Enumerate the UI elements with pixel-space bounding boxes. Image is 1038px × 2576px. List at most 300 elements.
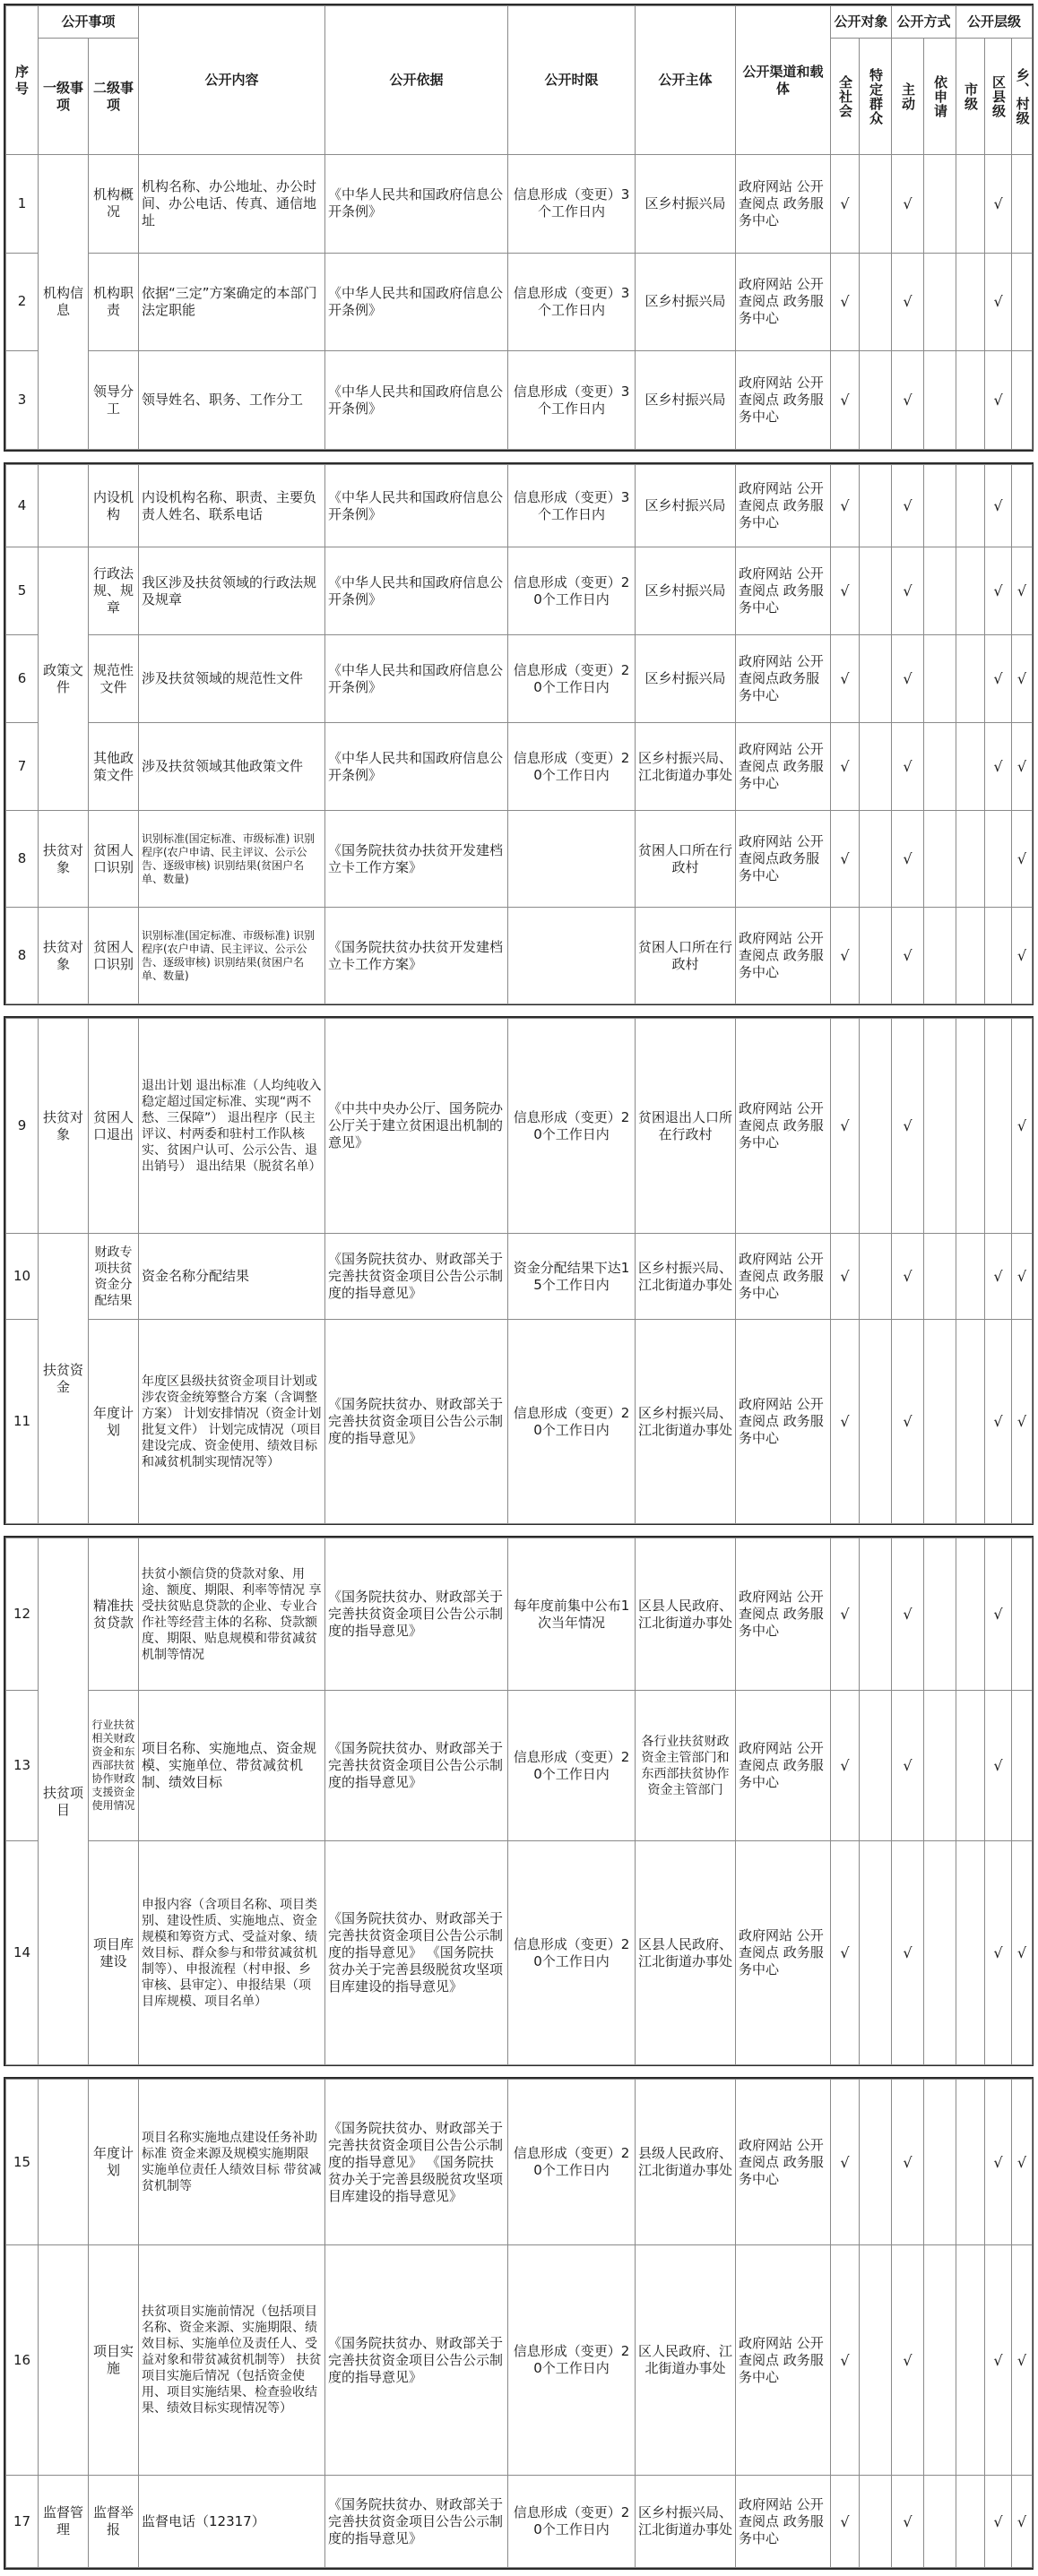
table-cell: 《国务院扶贫办、财政部关于完善扶贫资金项目公告公示制度的指导意见》 《国务院扶贫办关于完善县级脱贫攻坚项目库建设的指导意见》 — [325, 2080, 508, 2245]
table-cell: 贫困人口识别 — [89, 908, 139, 1004]
table-cell — [860, 2476, 892, 2568]
check-mark: √ — [985, 2476, 1012, 2568]
table-cell: 《中华人民共和国政府信息公开条例》 — [325, 155, 508, 254]
table-cell — [1012, 465, 1033, 547]
check-mark: √ — [892, 908, 924, 1004]
table-cell: 信息形成（变更）20个工作日内 — [508, 2080, 636, 2245]
table-cell — [860, 1019, 892, 1234]
table-cell: 《国务院扶贫办、财政部关于完善扶贫资金项目公告公示制度的指导意见》 — [325, 1234, 508, 1320]
header-target-special: 特定群众 — [860, 39, 892, 155]
table-row — [6, 1841, 1033, 2065]
table-cell: 5 — [6, 547, 39, 635]
table-cell — [924, 2245, 956, 2476]
table-cell: 《中华人民共和国政府信息公开条例》 — [325, 723, 508, 811]
header-method: 公开方式 — [892, 6, 956, 39]
table-cell — [1012, 351, 1033, 450]
table-cell — [956, 1538, 985, 1691]
header-level-city: 市级 — [956, 39, 985, 155]
table-cell: 依据“三定”方案确定的本部门法定职能 — [139, 253, 325, 351]
table-cell: 《国务院扶贫办、财政部关于完善扶贫资金项目公告公示制度的指导意见》 — [325, 2245, 508, 2476]
table-row — [6, 723, 1033, 811]
table-cell — [39, 2245, 89, 2476]
table-cell — [924, 811, 956, 908]
table-row — [6, 351, 1033, 450]
table-cell: 区乡村振兴局 — [636, 253, 736, 351]
table-cell: 贫困人口所在行政村 — [636, 908, 736, 1004]
table-cell: 区乡村振兴局、江北街道办事处 — [636, 1320, 736, 1524]
table-cell: 区乡村振兴局、江北街道办事处 — [636, 2476, 736, 2568]
table-cell: 监督管理 — [39, 2476, 89, 2568]
table-cell — [985, 1019, 1012, 1234]
table-cell: 扶贫项目 — [39, 1538, 89, 2065]
table-cell: 10 — [6, 1234, 39, 1320]
table-cell: 15 — [6, 2080, 39, 2245]
table-cell: 我区涉及扶贫领域的行政法规及规章 — [139, 547, 325, 635]
table-cell: 6 — [6, 635, 39, 723]
table-cell: 11 — [6, 1320, 39, 1524]
table-cell: 领导姓名、职务、工作分工 — [139, 351, 325, 450]
table-cell: 年度计划 — [89, 2080, 139, 2245]
table-cell: 《中华人民共和国政府信息公开条例》 — [325, 351, 508, 450]
table-cell: 信息形成（变更）20个工作日内 — [508, 1841, 636, 2065]
table-cell: 17 — [6, 2476, 39, 2568]
header-method-request: 依申请 — [924, 39, 956, 155]
table-cell — [924, 465, 956, 547]
table-cell — [1012, 155, 1033, 254]
table-cell: 区人民政府、江北街道办事处 — [636, 2245, 736, 2476]
check-mark: √ — [985, 1234, 1012, 1320]
table-cell: 行政法规、规章 — [89, 547, 139, 635]
check-mark: √ — [1012, 908, 1033, 1004]
table-cell — [860, 465, 892, 547]
table-cell — [956, 351, 985, 450]
table-cell — [860, 253, 892, 351]
table-cell: 13 — [6, 1691, 39, 1841]
table-cell: 《中华人民共和国政府信息公开条例》 — [325, 465, 508, 547]
table-cell — [924, 2080, 956, 2245]
header-target: 公开对象 — [831, 6, 892, 39]
table-cell — [924, 2476, 956, 2568]
table-cell: 政府网站 公开查阅点 政务服务中心 — [736, 2476, 831, 2568]
table-cell — [924, 547, 956, 635]
check-mark: √ — [1012, 1019, 1033, 1234]
table-cell: 《国务院扶贫办、财政部关于完善扶贫资金项目公告公示制度的指导意见》 — [325, 2476, 508, 2568]
table-cell — [956, 635, 985, 723]
check-mark: √ — [892, 155, 924, 254]
check-mark: √ — [892, 547, 924, 635]
table-row — [6, 1234, 1033, 1320]
check-mark: √ — [985, 2080, 1012, 2245]
check-mark: √ — [1012, 1320, 1033, 1524]
table-cell: 项目库建设 — [89, 1841, 139, 2065]
table-cell: 识别标准(国定标准、市级标准) 识别程序(农户申请、民主评议、公示公告、逐级审核) 识别结果(贫困户名单、数量) — [139, 811, 325, 908]
table-cell — [924, 635, 956, 723]
table-cell: 项目名称、实施地点、资金规模、实施单位、带贫减贫机制、绩效目标 — [139, 1691, 325, 1841]
table-cell: 内设机构名称、职责、主要负责人姓名、联系电话 — [139, 465, 325, 547]
table-cell: 政策文件 — [39, 547, 89, 811]
table-row — [6, 1691, 1033, 1841]
table-row — [6, 1538, 1033, 1691]
table-cell: 贫困人口所在行政村 — [636, 811, 736, 908]
check-mark: √ — [892, 2080, 924, 2245]
check-mark: √ — [985, 155, 1012, 254]
check-mark: √ — [985, 465, 1012, 547]
check-mark: √ — [892, 1320, 924, 1524]
table-cell — [956, 547, 985, 635]
table-cell: 机构概况 — [89, 155, 139, 254]
check-mark: √ — [831, 253, 860, 351]
table-cell: 信息形成（变更）3个工作日内 — [508, 465, 636, 547]
table-cell: 《国务院扶贫办、财政部关于完善扶贫资金项目公告公示制度的指导意见》 — [325, 1320, 508, 1524]
table-cell: 领导分工 — [89, 351, 139, 450]
check-mark: √ — [985, 723, 1012, 811]
table-cell: 信息形成（变更）3个工作日内 — [508, 351, 636, 450]
table-cell: 资金名称分配结果 — [139, 1234, 325, 1320]
table-cell: 8 — [6, 908, 39, 1004]
check-mark: √ — [892, 635, 924, 723]
check-mark: √ — [1012, 635, 1033, 723]
check-mark: √ — [892, 1841, 924, 2065]
table-cell — [956, 1691, 985, 1841]
check-mark: √ — [892, 811, 924, 908]
table-row — [6, 2080, 1033, 2245]
table-cell — [924, 1019, 956, 1234]
table-cell: 各行业扶贫财政资金主管部门和东西部扶贫协作资金主管部门 — [636, 1691, 736, 1841]
table-cell: 政府网站 公开查阅点 政务服务中心 — [736, 1841, 831, 2065]
table-cell: 1 — [6, 155, 39, 254]
check-mark: √ — [831, 465, 860, 547]
table-cell — [956, 155, 985, 254]
table-cell: 12 — [6, 1538, 39, 1691]
check-mark: √ — [831, 155, 860, 254]
table-cell: 区乡村振兴局 — [636, 155, 736, 254]
table-cell: 政府网站 公开查阅点政务服务中心 — [736, 635, 831, 723]
table-cell: 8 — [6, 811, 39, 908]
check-mark: √ — [831, 2245, 860, 2476]
table-cell — [860, 351, 892, 450]
check-mark: √ — [831, 547, 860, 635]
table-cell: 机构名称、办公地址、办公时间、办公电话、传真、通信地址 — [139, 155, 325, 254]
table-cell — [860, 1841, 892, 2065]
table-cell: 2 — [6, 253, 39, 351]
table-cell: 区乡村振兴局 — [636, 635, 736, 723]
table-segment-4 — [4, 1536, 1034, 2066]
table-cell: 信息形成（变更）20个工作日内 — [508, 635, 636, 723]
check-mark: √ — [892, 253, 924, 351]
table-cell — [924, 1320, 956, 1524]
table-cell: 政府网站 公开查阅点 政务服务中心 — [736, 1234, 831, 1320]
header-level1: 一级事项 — [39, 39, 89, 155]
table-cell: 信息形成（变更）20个工作日内 — [508, 2476, 636, 2568]
table-cell — [956, 1841, 985, 2065]
table-cell: 监督举报 — [89, 2476, 139, 2568]
table-cell — [860, 908, 892, 1004]
check-mark: √ — [985, 547, 1012, 635]
table-cell: 区乡村振兴局 — [636, 547, 736, 635]
check-mark: √ — [892, 1234, 924, 1320]
header-seq: 序号 — [6, 6, 39, 155]
table-cell: 14 — [6, 1841, 39, 2065]
check-mark: √ — [831, 1019, 860, 1234]
table-cell: 精准扶贫贷款 — [89, 1538, 139, 1691]
table-cell — [860, 1320, 892, 1524]
table-cell: 《国务院扶贫办、财政部关于完善扶贫资金项目公告公示制度的指导意见》 — [325, 1538, 508, 1691]
check-mark: √ — [985, 253, 1012, 351]
table-cell — [1012, 253, 1033, 351]
table-cell — [956, 253, 985, 351]
table-cell: 16 — [6, 2245, 39, 2476]
check-mark: √ — [985, 2245, 1012, 2476]
check-mark: √ — [892, 2476, 924, 2568]
table-row — [6, 635, 1033, 723]
table-cell: 规范性文件 — [89, 635, 139, 723]
table-cell: 退出计划 退出标准（人均纯收入稳定超过国定标准、实现“两不愁、三保障”） 退出程序（民主评议、村两委和驻村工作队核实、贫困户认可、公示公告、退出销号） 退出结果（脱贫名单） — [139, 1019, 325, 1234]
table-cell: 信息形成（变更）20个工作日内 — [508, 1019, 636, 1234]
table-cell: 政府网站 公开查阅点 政务服务中心 — [736, 2245, 831, 2476]
table-cell — [956, 1320, 985, 1524]
table-cell — [956, 1234, 985, 1320]
table-cell: 信息形成（变更）3个工作日内 — [508, 155, 636, 254]
table-cell: 政府网站 公开查阅点 政务服务中心 — [736, 547, 831, 635]
header-level: 公开层级 — [956, 6, 1033, 39]
table-cell: 行业扶贫相关财政资金和东西部扶贫协作财政支援资金使用情况 — [89, 1691, 139, 1841]
table-cell — [924, 253, 956, 351]
table-cell — [860, 1691, 892, 1841]
table-cell — [924, 1841, 956, 2065]
table-cell: 申报内容（含项目名称、项目类别、建设性质、实施地点、资金规模和筹资方式、受益对象、绩效目标、群众参与和带贫减贫机制等）、申报流程（村申报、乡审核、县审定）、申报结果（项目库规模、项目名单） — [139, 1841, 325, 2065]
table-cell — [860, 811, 892, 908]
table-cell — [39, 2080, 89, 2245]
header-target-all: 全社会 — [831, 39, 860, 155]
table-cell: 9 — [6, 1019, 39, 1234]
check-mark: √ — [831, 1320, 860, 1524]
table-cell: 年度计划 — [89, 1320, 139, 1524]
table-cell: 政府网站 公开查阅点 政务服务中心 — [736, 723, 831, 811]
check-mark: √ — [831, 811, 860, 908]
table-row — [6, 2476, 1033, 2568]
table-row — [6, 1320, 1033, 1524]
table-row — [6, 908, 1033, 1004]
table-cell: 信息形成（变更）20个工作日内 — [508, 723, 636, 811]
table-cell: 其他政策文件 — [89, 723, 139, 811]
table-cell: 资金分配结果下达15个工作日内 — [508, 1234, 636, 1320]
table-cell: 《国务院扶贫办、财政部关于完善扶贫资金项目公告公示制度的指导意见》 《国务院扶贫办关于完善县级脱贫攻坚项目库建设的指导意见》 — [325, 1841, 508, 2065]
table-cell: 3 — [6, 351, 39, 450]
table-cell — [508, 908, 636, 1004]
table-row — [6, 547, 1033, 635]
table-cell: 政府网站 公开查阅点 政务服务中心 — [736, 1019, 831, 1234]
table-cell — [956, 811, 985, 908]
table-segment-3 — [4, 1016, 1034, 1525]
table-cell: 机构职责 — [89, 253, 139, 351]
header-matters: 公开事项 — [39, 6, 139, 39]
header-level-town: 乡、村级 — [1012, 39, 1033, 155]
header-level2: 二级事项 — [89, 39, 139, 155]
table-cell: 《中共中央办公厅、国务院办公厅关于建立贫困退出机制的意见》 — [325, 1019, 508, 1234]
table-row — [6, 1019, 1033, 1234]
table-cell: 贫困退出人口所在行政村 — [636, 1019, 736, 1234]
table-cell — [924, 1691, 956, 1841]
table-cell: 扶贫对象 — [39, 1019, 89, 1234]
table-cell: 《国务院扶贫办、财政部关于完善扶贫资金项目公告公示制度的指导意见》 — [325, 1691, 508, 1841]
check-mark: √ — [892, 2245, 924, 2476]
table-cell — [924, 1538, 956, 1691]
table-cell — [508, 811, 636, 908]
table-cell: 政府网站 公开查阅点 政务服务中心 — [736, 465, 831, 547]
table-cell: 项目实施 — [89, 2245, 139, 2476]
table-cell: 扶贫小额信贷的贷款对象、用途、额度、期限、利率等情况 享受扶贫贴息贷款的企业、专业合作社等经营主体的名称、贷款额度、期限、贴息规模和带贫减贫机制等情况 — [139, 1538, 325, 1691]
table-cell: 扶贫对象 — [39, 908, 89, 1004]
table-cell: 4 — [6, 465, 39, 547]
table-cell: 区乡村振兴局 — [636, 351, 736, 450]
table-cell — [924, 723, 956, 811]
table-cell: 识别标准(国定标准、市级标准) 识别程序(农户申请、民主评议、公示公告、逐级审核) 识别结果(贫困户名单、数量) — [139, 908, 325, 1004]
check-mark: √ — [1012, 723, 1033, 811]
check-mark: √ — [892, 1019, 924, 1234]
table-cell — [956, 465, 985, 547]
table-cell: 《中华人民共和国政府信息公开条例》 — [325, 635, 508, 723]
table-cell — [985, 811, 1012, 908]
check-mark: √ — [831, 908, 860, 1004]
check-mark: √ — [1012, 2080, 1033, 2245]
check-mark: √ — [831, 635, 860, 723]
table-cell: 信息形成（变更）3个工作日内 — [508, 253, 636, 351]
table-cell: 政府网站 公开查阅点 政务服务中心 — [736, 2080, 831, 2245]
table-cell: 区乡村振兴局、江北街道办事处 — [636, 723, 736, 811]
check-mark: √ — [831, 1234, 860, 1320]
check-mark: √ — [892, 1538, 924, 1691]
header-basis: 公开依据 — [325, 6, 508, 155]
table-cell: 政府网站 公开查阅点 政务服务中心 — [736, 908, 831, 1004]
table-cell — [956, 2080, 985, 2245]
check-mark: √ — [985, 1538, 1012, 1691]
table-cell — [956, 723, 985, 811]
table-cell: 政府网站 公开查阅点 政务服务中心 — [736, 1320, 831, 1524]
table-row — [6, 465, 1033, 547]
table-cell: 区乡村振兴局 — [636, 465, 736, 547]
table-cell: 《国务院扶贫办扶贫开发建档立卡工作方案》 — [325, 908, 508, 1004]
table-row — [6, 253, 1033, 351]
table-cell: 政府网站 公开查阅点政务服务中心 — [736, 811, 831, 908]
check-mark: √ — [985, 1841, 1012, 2065]
table-cell: 每年度前集中公布1次当年情况 — [508, 1538, 636, 1691]
check-mark: √ — [1012, 811, 1033, 908]
table-cell — [860, 547, 892, 635]
table-cell — [924, 351, 956, 450]
table-row — [6, 155, 1033, 254]
table-cell: 政府网站 公开查阅点 政务服务中心 — [736, 1538, 831, 1691]
table-cell: 《国务院扶贫办扶贫开发建档立卡工作方案》 — [325, 811, 508, 908]
table-cell — [956, 2476, 985, 2568]
header-channel: 公开渠道和载体 — [736, 6, 831, 155]
table-segment-1 — [4, 4, 1034, 452]
check-mark: √ — [1012, 2476, 1033, 2568]
header-subject: 公开主体 — [636, 6, 736, 155]
table-cell: 扶贫项目实施前情况（包括项目名称、资金来源、实施期限、绩效目标、实施单位及责任人、受益对象和带贫减贫机制等） 扶贫项目实施后情况（包括资金使用、项目实施结果、检查验收结果、绩效目标实现情况等） — [139, 2245, 325, 2476]
check-mark: √ — [892, 465, 924, 547]
check-mark: √ — [1012, 547, 1033, 635]
table-cell — [860, 2080, 892, 2245]
check-mark: √ — [985, 635, 1012, 723]
table-cell — [956, 2245, 985, 2476]
check-mark: √ — [892, 351, 924, 450]
header-deadline: 公开时限 — [508, 6, 636, 155]
check-mark: √ — [831, 351, 860, 450]
table-cell — [860, 1538, 892, 1691]
table-cell: 政府网站 公开查阅点 政务服务中心 — [736, 1691, 831, 1841]
table-cell: 年度区县级扶贫资金项目计划或涉农资金统筹整合方案（含调整方案） 计划安排情况（资金计划批复文件） 计划完成情况（项目建设完成、资金使用、绩效目标和减贫机制实现情况等） — [139, 1320, 325, 1524]
table-cell: 项目名称实施地点建设任务补助标准 资金来源及规模实施期限 实施单位责任人绩效目标 带贫减贫机制等 — [139, 2080, 325, 2245]
table-cell: 《中华人民共和国政府信息公开条例》 — [325, 253, 508, 351]
table-cell — [860, 1234, 892, 1320]
table-cell — [860, 723, 892, 811]
table-segment-2 — [4, 462, 1034, 1005]
table-cell: 机构信息 — [39, 155, 89, 450]
table-cell — [924, 155, 956, 254]
table-cell — [956, 908, 985, 1004]
check-mark: √ — [985, 1320, 1012, 1524]
table-cell: 信息形成（变更）20个工作日内 — [508, 547, 636, 635]
table-cell — [924, 1234, 956, 1320]
check-mark: √ — [831, 1841, 860, 2065]
table-cell: 财政专项扶贫资金分配结果 — [89, 1234, 139, 1320]
table-cell — [860, 155, 892, 254]
check-mark: √ — [1012, 1841, 1033, 2065]
table-cell — [956, 1019, 985, 1234]
header-level-district: 区县级 — [985, 39, 1012, 155]
table-cell: 信息形成（变更）20个工作日内 — [508, 1320, 636, 1524]
table-cell: 信息形成（变更）20个工作日内 — [508, 2245, 636, 2476]
table-cell: 涉及扶贫领域其他政策文件 — [139, 723, 325, 811]
table-cell: 区乡村振兴局、江北街道办事处 — [636, 1234, 736, 1320]
check-mark: √ — [1012, 2245, 1033, 2476]
table-cell: 区县人民政府、江北街道办事处 — [636, 1538, 736, 1691]
check-mark: √ — [985, 1691, 1012, 1841]
header-method-active: 主动 — [892, 39, 924, 155]
table-cell: 政府网站 公开查阅点 政务服务中心 — [736, 351, 831, 450]
check-mark: √ — [985, 351, 1012, 450]
table-cell — [924, 908, 956, 1004]
table-cell: 扶贫资金 — [39, 1234, 89, 1524]
check-mark: √ — [831, 2080, 860, 2245]
table-cell: 区县人民政府、江北街道办事处 — [636, 1841, 736, 2065]
table-row — [6, 2245, 1033, 2476]
table-cell: 涉及扶贫领域的规范性文件 — [139, 635, 325, 723]
table-cell: 监督电话（12317） — [139, 2476, 325, 2568]
table-cell — [1012, 1691, 1033, 1841]
table-segment-5 — [4, 2077, 1034, 2570]
table-cell: 《中华人民共和国政府信息公开条例》 — [325, 547, 508, 635]
check-mark: √ — [1012, 1234, 1033, 1320]
check-mark: √ — [892, 1691, 924, 1841]
table-row — [6, 811, 1033, 908]
table-cell: 信息形成（变更）20个工作日内 — [508, 1691, 636, 1841]
table-cell: 贫困人口识别 — [89, 811, 139, 908]
table-cell — [1012, 1538, 1033, 1691]
check-mark: √ — [892, 723, 924, 811]
table-cell: 7 — [6, 723, 39, 811]
table-cell: 政府网站 公开查阅点 政务服务中心 — [736, 155, 831, 254]
table-cell: 内设机构 — [89, 465, 139, 547]
table-cell — [39, 465, 89, 547]
table-cell: 政府网站 公开查阅点 政务服务中心 — [736, 253, 831, 351]
table-cell — [860, 2245, 892, 2476]
header-content: 公开内容 — [139, 6, 325, 155]
check-mark: √ — [831, 723, 860, 811]
check-mark: √ — [831, 2476, 860, 2568]
table-cell — [860, 635, 892, 723]
table-cell — [985, 908, 1012, 1004]
